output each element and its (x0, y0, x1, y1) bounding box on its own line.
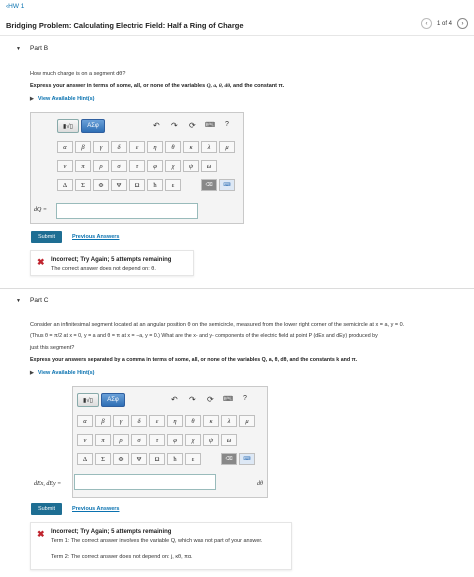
greek-key[interactable]: θ (185, 415, 201, 427)
part-c-line3: just this segment? (30, 345, 75, 351)
keyboard-toggle-key[interactable]: ⌨ (219, 179, 235, 191)
greek-key[interactable]: Σ (95, 453, 111, 465)
greek-key[interactable]: ε (165, 179, 181, 191)
greek-key[interactable]: ρ (93, 160, 109, 172)
greek-key[interactable]: Φ (93, 179, 109, 191)
part-c-title: Part C (30, 297, 49, 304)
feedback-c-title: Incorrect; Try Again; 5 attempts remaining (51, 529, 172, 535)
answer-input-dex-dey[interactable] (74, 474, 216, 490)
unit-label: dθ (257, 481, 263, 487)
feedback-b-title: Incorrect; Try Again; 5 attempts remaining (51, 257, 172, 263)
greek-key[interactable]: Δ (77, 453, 93, 465)
previous-answers-link-b[interactable]: Previous Answers (72, 234, 120, 240)
greek-key[interactable]: ψ (203, 434, 219, 446)
caret-down-icon: ▼ (16, 298, 21, 304)
feedback-c-term2: Term 2: The correct answer does not depend on: j, κθ, πα. (51, 554, 193, 560)
greek-key[interactable]: τ (129, 160, 145, 172)
greek-key[interactable]: θ (165, 141, 181, 153)
part-b-instruction: Express your answer in terms of some, all, or none of the variables Q, a, θ, dθ, and the constant π. (30, 83, 285, 89)
greek-key[interactable]: μ (239, 415, 255, 427)
submit-button-b[interactable]: Submit (31, 231, 62, 243)
greek-key[interactable]: κ (203, 415, 219, 427)
greek-key[interactable]: μ (219, 141, 235, 153)
error-x-icon: ✖ (37, 529, 45, 539)
templates-button[interactable]: ▮√▯ (77, 393, 99, 407)
pager (421, 18, 468, 29)
problem-header (0, 14, 474, 36)
greek-key[interactable]: Ψ (131, 453, 147, 465)
greek-key[interactable]: η (167, 415, 183, 427)
greek-key[interactable]: β (95, 415, 111, 427)
error-x-icon: ✖ (37, 257, 45, 267)
greek-key[interactable]: π (75, 160, 91, 172)
play-icon: ▶ (30, 96, 34, 102)
keyboard-toggle-key[interactable]: ⌨ (239, 453, 255, 465)
redo-icon[interactable]: ↷ (189, 395, 196, 404)
greek-key[interactable]: Ω (149, 453, 165, 465)
undo-icon[interactable]: ↶ (153, 121, 160, 130)
templates-button[interactable]: ▮√▯ (57, 119, 79, 133)
answer-input-dq[interactable] (56, 203, 198, 219)
greek-key[interactable]: ν (77, 434, 93, 446)
part-c-hint-link[interactable]: ▶ View Available Hint(s) (30, 370, 95, 376)
delete-key[interactable]: ⌫ (221, 453, 237, 465)
greek-key[interactable]: ω (221, 434, 237, 446)
feedback-c (30, 522, 292, 570)
greek-key[interactable]: Ψ (111, 179, 127, 191)
part-c-line2: (Thus θ = π/2 at x = 0, y = a and θ = π at x = −a, y = 0.) What are the x- and y- components of the electric field at point P (dEx and dEy) produced by (30, 333, 378, 339)
answer-label-dex-dey: dEx, dEy = (34, 481, 62, 487)
greek-key[interactable]: χ (165, 160, 181, 172)
greek-key[interactable]: ε (149, 415, 165, 427)
greek-button[interactable]: ΑΣφ (101, 393, 125, 407)
part-b-header[interactable] (0, 42, 474, 56)
feedback-c-term1: Term 1: The correct answer involves the variable Q, which was not part of your answer. (51, 538, 263, 544)
greek-key[interactable]: π (95, 434, 111, 446)
greek-key[interactable]: Σ (75, 179, 91, 191)
help-icon[interactable]: ? (225, 121, 229, 128)
greek-key[interactable]: ε (185, 453, 201, 465)
greek-key[interactable]: λ (201, 141, 217, 153)
greek-key[interactable]: ħ (167, 453, 183, 465)
greek-key[interactable]: λ (221, 415, 237, 427)
reset-icon[interactable]: ⟳ (189, 121, 196, 130)
keyboard-icon[interactable]: ⌨ (223, 396, 234, 403)
help-icon[interactable]: ? (243, 395, 247, 402)
chevron-right-icon[interactable]: › (457, 18, 468, 29)
delete-key[interactable]: ⌫ (201, 179, 217, 191)
feedback-b-text: The correct answer does not depend on: θ. (51, 266, 156, 272)
greek-key[interactable]: η (147, 141, 163, 153)
greek-key[interactable]: φ (167, 434, 183, 446)
part-c-line1: Consider an infinitesimal segment located at an angular position θ on the semicircle, measured from the lower right corner of the semicircle at x = a, y = 0. (30, 322, 405, 328)
greek-key[interactable]: Ω (129, 179, 145, 191)
caret-down-icon: ▼ (16, 46, 21, 52)
greek-key[interactable]: α (77, 415, 93, 427)
part-c-instruction: Express your answers separated by a comma in terms of some, all, or none of the variables Q, a, θ, dθ, and the constants k and π. (30, 357, 358, 363)
greek-key[interactable]: Δ (57, 179, 73, 191)
greek-key[interactable]: ħ (147, 179, 163, 191)
greek-button[interactable]: ΑΣφ (81, 119, 105, 133)
greek-key[interactable]: δ (131, 415, 147, 427)
page-title: Bridging Problem: Calculating Electric Field: Half a Ring of Charge (6, 21, 244, 30)
pager-text: 1 of 4 (436, 20, 452, 27)
play-icon: ▶ (30, 370, 34, 376)
greek-key[interactable]: ρ (113, 434, 129, 446)
greek-key[interactable]: ε (129, 141, 145, 153)
greek-key[interactable]: σ (111, 160, 127, 172)
greek-key[interactable]: ν (57, 160, 73, 172)
greek-key[interactable]: α (57, 141, 73, 153)
greek-key[interactable]: ψ (183, 160, 199, 172)
divider (0, 288, 474, 289)
greek-key[interactable]: χ (185, 434, 201, 446)
greek-key[interactable]: τ (149, 434, 165, 446)
undo-icon[interactable]: ↶ (171, 395, 178, 404)
submit-button-c[interactable]: Submit (31, 503, 62, 515)
part-b-question: How much charge is on a segment dθ? (30, 71, 126, 77)
part-c-header[interactable] (0, 294, 474, 308)
part-b-hint-link[interactable]: ▶ View Available Hint(s) (30, 96, 95, 102)
greek-key[interactable]: σ (131, 434, 147, 446)
back-to-hw-link[interactable]: ‹HW 1 (6, 3, 25, 10)
feedback-b (30, 250, 194, 276)
greek-key[interactable]: γ (113, 415, 129, 427)
greek-key[interactable]: δ (111, 141, 127, 153)
greek-key[interactable]: β (75, 141, 91, 153)
chevron-left-icon[interactable]: ‹ (421, 18, 432, 29)
greek-key[interactable]: Φ (113, 453, 129, 465)
greek-key[interactable]: ω (201, 160, 217, 172)
reset-icon[interactable]: ⟳ (207, 395, 214, 404)
top-nav (0, 0, 474, 14)
answer-label-dq: dQ = (34, 207, 47, 213)
part-b-title: Part B (30, 45, 49, 52)
greek-key[interactable]: κ (183, 141, 199, 153)
greek-key[interactable]: φ (147, 160, 163, 172)
greek-key[interactable]: γ (93, 141, 109, 153)
previous-answers-link-c[interactable]: Previous Answers (72, 506, 120, 512)
redo-icon[interactable]: ↷ (171, 121, 178, 130)
keyboard-icon[interactable]: ⌨ (205, 122, 216, 129)
